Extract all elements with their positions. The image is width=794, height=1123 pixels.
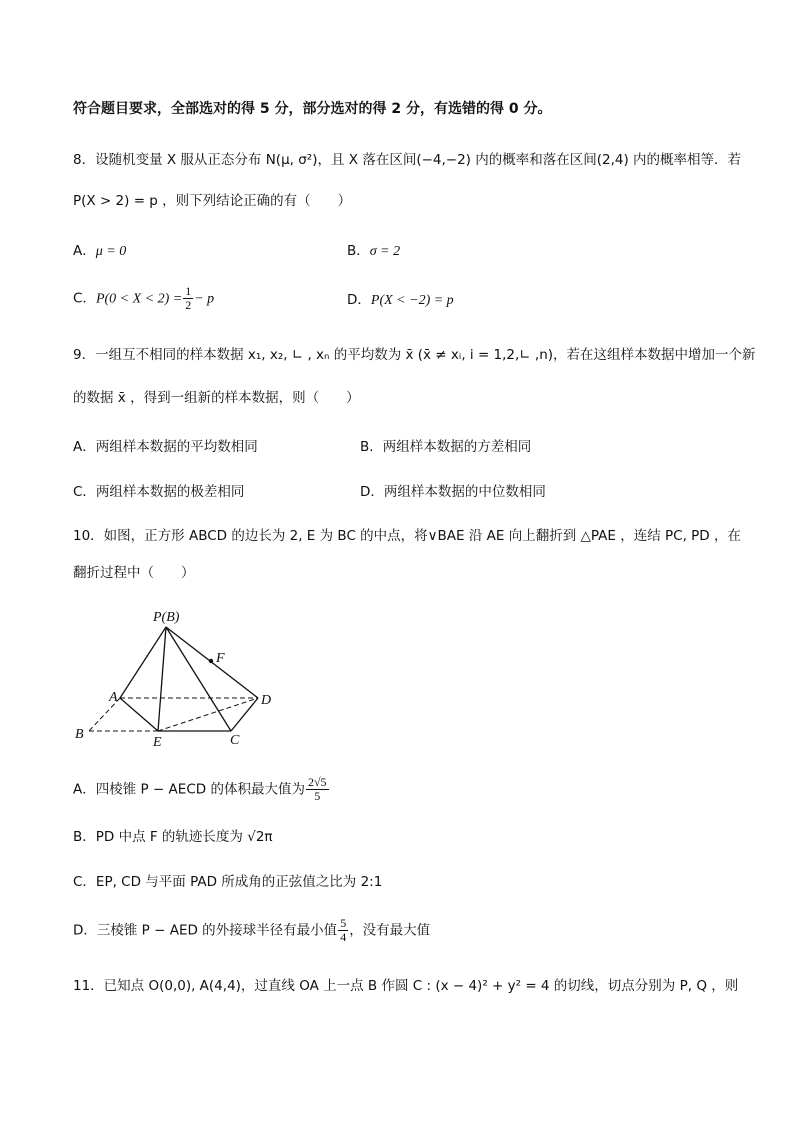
q10-option-d-fraction — [338, 917, 348, 944]
q8-option-a — [73, 241, 126, 262]
label-b: B — [75, 727, 84, 742]
q8-option-c-fraction — [183, 285, 193, 312]
q8-option-a-label: A． — [73, 243, 96, 259]
fraction-numerator: 5 — [340, 916, 347, 930]
q10-option-d-pre: D．三棱锥 P − AED 的外接球半径有最小值 — [73, 922, 338, 939]
edge-pe — [158, 627, 166, 731]
label-d: D — [261, 693, 272, 708]
q8-stem-line2: P(X > 2) = p ，则下列结论正确的有（ ） — [73, 193, 352, 209]
q8-option-d-label: D． — [347, 292, 371, 308]
q9-option-b: B．两组样本数据的方差相同 — [360, 439, 532, 455]
q9-option-c: C．两组样本数据的极差相同 — [73, 484, 245, 500]
section-instructions: 符合题目要求，全部选对的得 5 分，部分选对的得 2 分，有选错的得 0 分。 — [73, 101, 552, 117]
label-f: F — [216, 651, 225, 666]
q8-option-d-text: P(X < −2) = p — [370, 293, 454, 308]
fraction-numerator: 2√5 — [307, 775, 327, 789]
q10-pyramid-figure — [73, 600, 303, 750]
fraction-numerator: 1 — [185, 284, 192, 298]
edge-pa — [120, 627, 166, 698]
q10-option-a-pre: A．四棱锥 P − AECD 的体积最大值为 — [73, 781, 305, 798]
label-p: P(B) — [153, 610, 180, 625]
q8-option-c-label: C． — [73, 290, 96, 307]
label-a: A — [109, 690, 118, 705]
edge-ae — [120, 698, 158, 731]
q9-stem-line1: 9．一组互不相同的样本数据 x₁, x₂, ∟ , xₙ 的平均数为 x̄ (x̄ ≠ xᵢ, i = 1,2,∟ ,n)，若在这组样本数据中增加一个新 — [73, 347, 756, 363]
q10-stem-line1: 10．如图，正方形 ABCD 的边长为 2, E 为 BC 的中点，将∨BAE 沿 AE 向上翻折到 △PAE ，连结 PC, PD ，在 — [73, 528, 741, 544]
q10-option-a-fraction — [306, 776, 329, 803]
point-f — [209, 659, 213, 663]
q9-option-d: D．两组样本数据的中位数相同 — [360, 484, 546, 500]
edge-pc — [166, 627, 231, 731]
label-e: E — [153, 735, 162, 750]
q10-option-d-post: ，没有最大值 — [349, 922, 431, 939]
q8-option-b — [347, 241, 400, 262]
label-c: C — [230, 733, 240, 748]
q8-option-d — [347, 290, 454, 311]
q8-option-b-label: B． — [347, 243, 370, 259]
q10-option-b: B．PD 中点 F 的轨迹长度为 √2π — [73, 829, 273, 845]
q10-option-c: C．EP, CD 与平面 PAD 所成角的正弦值之比为 2:1 — [73, 874, 383, 890]
q11-stem-line1: 11．已知点 O(0,0), A(4,4)，过直线 OA 上一点 B 作圆 C : (x − 4)² + y² = 4 的切线，切点分别为 P, Q ，则 — [73, 978, 739, 994]
q8-option-a-text: μ = 0 — [95, 244, 127, 259]
q8-option-b-text: σ = 2 — [369, 244, 401, 259]
q8-option-c-pre: P(0 < X < 2) = — [95, 291, 183, 307]
q10-stem-line2: 翻折过程中（ ） — [73, 565, 195, 581]
q8-option-c-post: − p — [194, 291, 215, 307]
fraction-denominator: 2 — [185, 298, 192, 312]
fraction-denominator: 4 — [340, 930, 347, 944]
fraction-denominator: 5 — [314, 789, 321, 803]
edge-ed-dashed — [158, 698, 258, 731]
q8-stem-line1: 8．设随机变量 X 服从正态分布 N(μ, σ²)，且 X 落在区间(−4,−2) 内的概率和落在区间(2,4) 内的概率相等．若 — [73, 152, 742, 168]
q10-option-a — [73, 776, 330, 803]
q10-option-d — [73, 917, 430, 944]
q8-option-c — [73, 285, 214, 312]
q9-stem-line2: 的数据 x̄ ，得到一组新的样本数据，则（ ） — [73, 390, 360, 406]
q9-option-a: A．两组样本数据的平均数相同 — [73, 439, 258, 455]
